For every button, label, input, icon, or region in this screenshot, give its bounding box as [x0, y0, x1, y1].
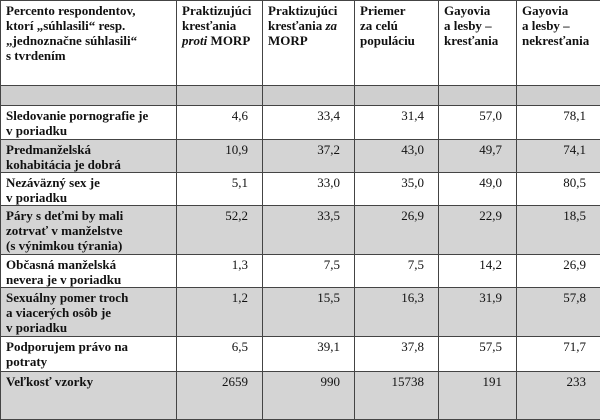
table-row [1, 106, 600, 140]
table-cell: 4,6 [177, 106, 263, 140]
table-cell: 26,9 [517, 255, 600, 288]
row-label: Nezáväzný sex je v poriadku [1, 173, 177, 206]
table-row [1, 173, 600, 206]
sample-size-label: Veľkosť vzorky [1, 372, 177, 420]
table-cell: 16,3 [355, 288, 439, 337]
table-cell: 10,9 [177, 140, 263, 173]
table-cell: 49,0 [439, 173, 517, 206]
table-cell: 5,1 [177, 173, 263, 206]
table-cell: 49,7 [439, 140, 517, 173]
row-label: Páry s deťmi by mali zotrvať v manželstve (s výnimkou týrania) [1, 206, 177, 255]
header-christians-against: Praktizujúci kresťania proti MORP [177, 1, 263, 86]
row-label: Podporujem právo na potraty [1, 337, 177, 372]
table-cell: 22,9 [439, 206, 517, 255]
table-cell: 15,5 [263, 288, 355, 337]
table-cell: 18,5 [517, 206, 600, 255]
table-cell: 78,1 [517, 106, 600, 140]
row-label: Sledovanie pornografie je v poriadku [1, 106, 177, 140]
sample-size-row [1, 372, 600, 420]
table-cell: 7,5 [263, 255, 355, 288]
table-cell: 1,3 [177, 255, 263, 288]
row-label: Sexuálny pomer troch a viacerých osôb je v poriadku [1, 288, 177, 337]
header-christians-for: Praktizujúci kresťania za MORP [263, 1, 355, 86]
table-cell: 6,5 [177, 337, 263, 372]
row-label: Občasná manželská nevera je v poriadku [1, 255, 177, 288]
table-cell: 80,5 [517, 173, 600, 206]
table-cell: 1,2 [177, 288, 263, 337]
table-cell: 57,5 [439, 337, 517, 372]
table-cell: 74,1 [517, 140, 600, 173]
table-cell: 33,0 [263, 173, 355, 206]
table-row [1, 206, 600, 255]
table-row [1, 255, 600, 288]
table-cell: 31,9 [439, 288, 517, 337]
table-row [1, 140, 600, 173]
table-cell: 33,4 [263, 106, 355, 140]
table-cell: 37,8 [355, 337, 439, 372]
table-cell: 191 [439, 372, 517, 420]
header-respondents: Percento respondentov, ktorí „súhlasili“ resp. „jednoznačne súhlasili“ s tvrdením [1, 1, 177, 86]
header-gays-christians: Gayovia a lesby – kresťania [439, 1, 517, 86]
table-cell: 233 [517, 372, 600, 420]
table-cell: 7,5 [355, 255, 439, 288]
table-cell: 14,2 [439, 255, 517, 288]
table-row [1, 288, 600, 337]
table-cell: 15738 [355, 372, 439, 420]
header-row [1, 1, 600, 86]
table-cell: 990 [263, 372, 355, 420]
table-cell: 39,1 [263, 337, 355, 372]
table-cell: 33,5 [263, 206, 355, 255]
table-cell: 35,0 [355, 173, 439, 206]
header-gays-nonchristians: Gayovia a lesby – nekresťania [517, 1, 600, 86]
table-cell: 2659 [177, 372, 263, 420]
row-label: Predmanželská kohabitácia je dobrá [1, 140, 177, 173]
spacer-row [1, 86, 600, 106]
table-cell: 26,9 [355, 206, 439, 255]
table-cell: 57,8 [517, 288, 600, 337]
table-cell: 43,0 [355, 140, 439, 173]
table-cell: 31,4 [355, 106, 439, 140]
table-row [1, 337, 600, 372]
table-cell: 57,0 [439, 106, 517, 140]
table-cell: 52,2 [177, 206, 263, 255]
table-cell: 37,2 [263, 140, 355, 173]
table-cell: 71,7 [517, 337, 600, 372]
header-population-average: Priemer za celú populáciu [355, 1, 439, 86]
